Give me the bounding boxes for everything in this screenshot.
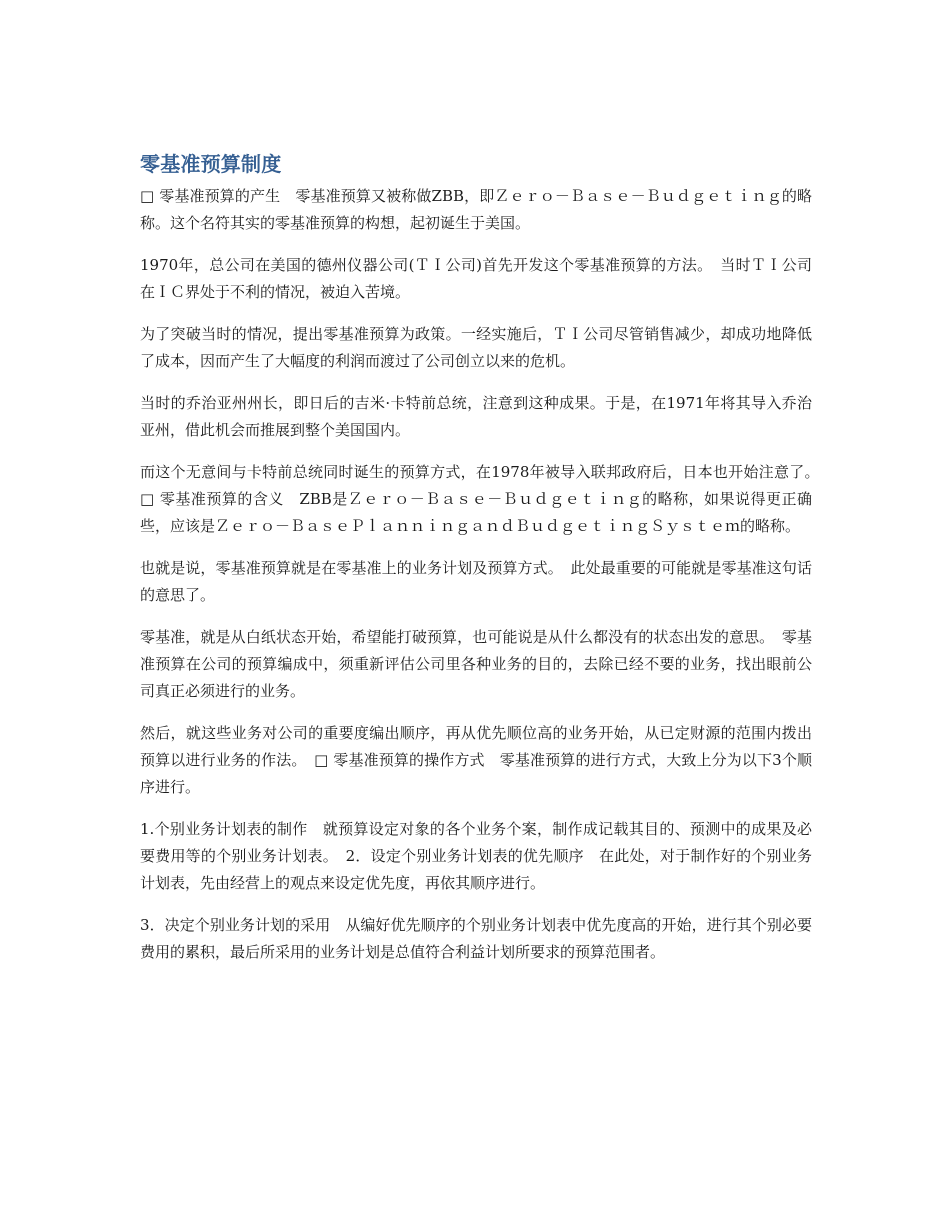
paragraph-ti-1970: 1970年，总公司在美国的德州仪器公司(ＴＩ公司)首先开发这个零基准预算的方法。 当时ＴＩ公司在ＩＣ界处于不利的情况，被迫入苦境。 — [140, 256, 812, 301]
paragraph-zero-base-definition: 零基准，就是从白纸状态开始，希望能打破预算，也可能说是从什么都没有的状态出发的意思。 零基准预算在公司的预算编成中，须重新评估公司里各种业务的目的，去除已经不要的业务，找出眼前公司真正必须进行的业务。 — [140, 628, 812, 700]
paragraph-operation-method: 然后，就这些业务对公司的重要度编出顺序，再从优先顺位高的业务开始，从已定财源的范围内拨出预算以进行业务的作法。 □ 零基准预算的操作方式 零基准预算的进行方式，大致上分为以下3个顺序进行。 — [140, 724, 812, 796]
paragraph-meaning: 而这个无意间与卡特前总统同时诞生的预算方式，在1978年被导入联邦政府后，日本也开始注意了。 □ 零基准预算的含义 ZBB是Ｚｅｒｏ－Ｂａｓｅ－Ｂｕｄｇｅｔｉｎｇ的略称，如果说得更正确些，应该是Ｚｅｒｏ－ＢａｓｅＰｌａｎｎｉｎｇａｎｄＢｕｄｇｅｔｉｎｇＳｙｓｔｅｍ的略称。 — [140, 463, 828, 535]
document-title: 零基准预算制度 — [140, 152, 282, 176]
paragraph-steps-1-2: 1.个别业务计划表的制作 就预算设定对象的各个业务个案，制作成记载其目的、预测中的成果及必要费用等的个别业务计划表。 2．设定个别业务计划表的优先顺序 在此处，对于制作好的个别业务计划表，先由经营上的观点来设定优先度，再依其顺序进行。 — [140, 820, 812, 892]
paragraph-carter-georgia: 当时的乔治亚州州长，即日后的吉米·卡特前总统，注意到这种成果。于是，在1971年将其导入乔治亚州，借此机会而推展到整个美国国内。 — [140, 394, 812, 439]
paragraph-origin: □ 零基准预算的产生 零基准预算又被称做ZBB，即Ｚｅｒｏ－Ｂａｓｅ－Ｂｕｄｇｅｔｉｎｇ的略称。这个名符其实的零基准预算的构想，起初诞生于美国。 — [140, 187, 812, 232]
paragraph-zero-base-plan: 也就是说，零基准预算就是在零基准上的业务计划及预算方式。 此处最重要的可能就是零基准这句话的意思了。 — [140, 559, 812, 604]
paragraph-step-3: 3．决定个别业务计划的采用 从编好优先顺序的个别业务计划表中优先度高的开始，进行其个别必要费用的累积，最后所采用的业务计划是总值符合利益计划所要求的预算范围者。 — [140, 916, 812, 961]
document-page — [140, 150, 828, 981]
paragraph-breakthrough: 为了突破当时的情况，提出零基准预算为政策。一经实施后，ＴＩ公司尽管销售减少，却成功地降低了成本，因而产生了大幅度的利润而渡过了公司创立以来的危机。 — [140, 325, 812, 370]
